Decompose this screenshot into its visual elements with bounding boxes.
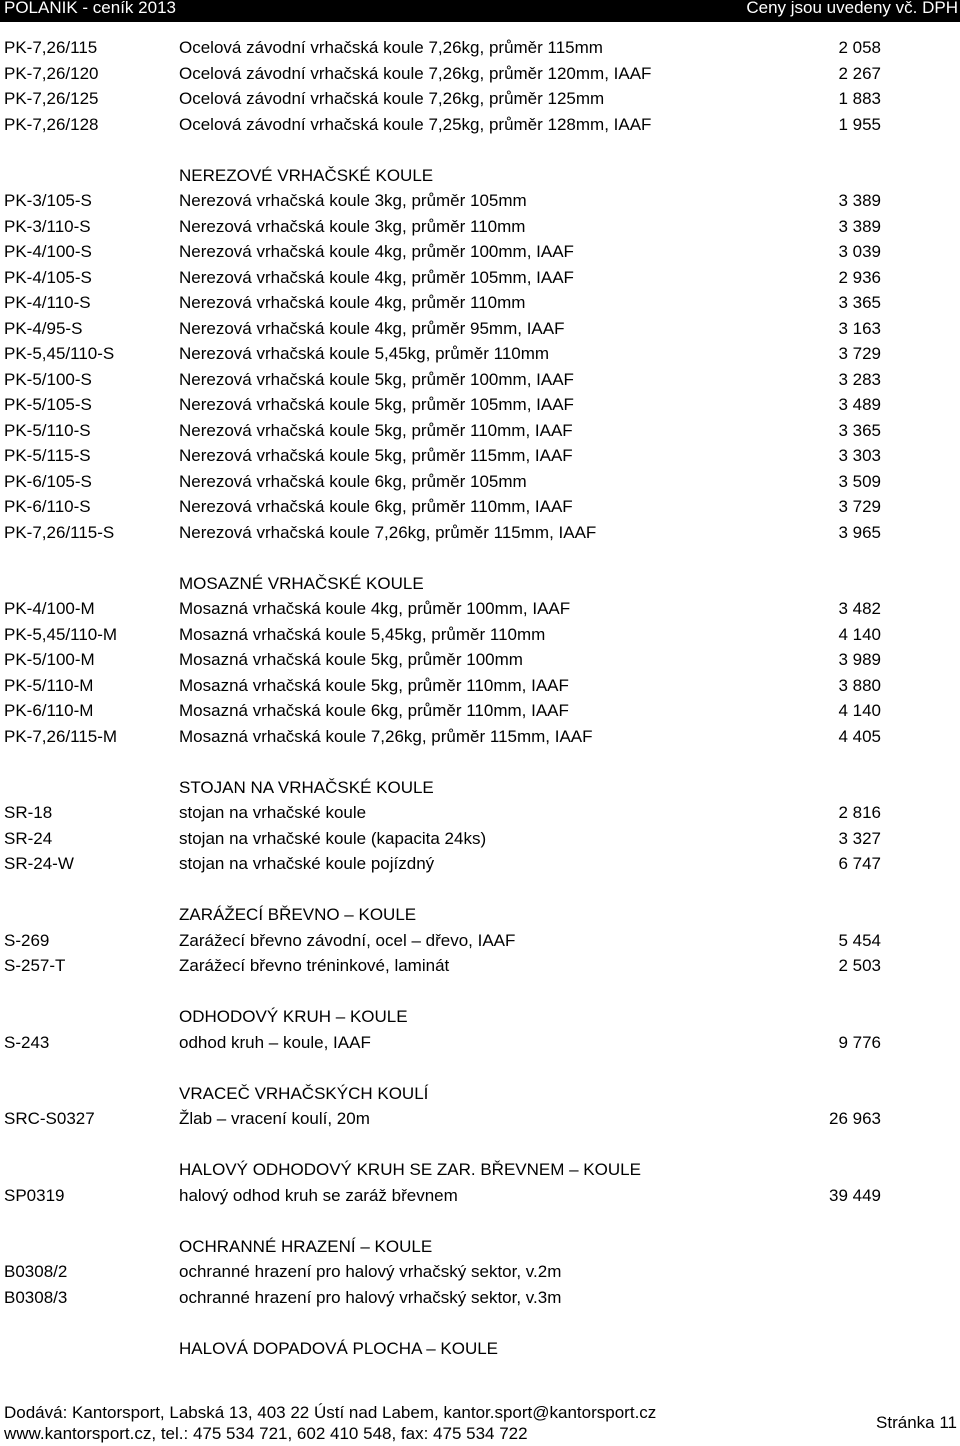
header-price-note: Ceny jsou uvedeny vč. DPH (746, 0, 958, 17)
item-code: PK-5/100-S (4, 369, 92, 389)
item-code: PK-6/110-S (4, 497, 91, 516)
item-price: 3 880 (838, 675, 881, 695)
item-description: Nerezová vrhačská koule 4kg, průměr 95mm, IAAF (179, 318, 565, 338)
item-price: 3 283 (838, 369, 881, 389)
item-code: B0308/2 (4, 1262, 68, 1281)
item-code: PK-6/110-M (4, 701, 94, 720)
section-heading-row (0, 1081, 960, 1107)
price-row (0, 596, 960, 622)
item-code: PK-6/105-S (4, 471, 92, 491)
item-code: PK-7,26/115 (4, 38, 98, 57)
item-code: PK-4/110-S (4, 293, 91, 312)
item-description: Nerezová vrhačská koule 4kg, průměr 100mm, IAAF (179, 242, 574, 261)
section-heading-row (0, 775, 960, 801)
price-row (0, 647, 960, 673)
item-price: 3 039 (838, 242, 881, 261)
item-description: Mosazná vrhačská koule 6kg, průměr 110mm, IAAF (179, 701, 569, 720)
item-price: 3 365 (838, 293, 881, 312)
spacer-row (0, 1310, 960, 1336)
item-description: Mosazná vrhačská koule 5kg, průměr 100mm (179, 650, 523, 669)
item-price: 6 747 (838, 854, 881, 873)
price-row (0, 316, 960, 342)
section-heading: ODHODOVÝ KRUH – KOULE (179, 1007, 408, 1026)
price-list (0, 35, 960, 1361)
item-price: 1 883 (838, 89, 881, 108)
item-price: 5 454 (838, 930, 881, 950)
item-code: SRC-S0327 (4, 1109, 95, 1128)
header-brand: POLANIK - ceník 2013 (4, 0, 176, 17)
item-code: PK-7,26/115-S (4, 522, 115, 542)
section-heading: HALOVÝ ODHODOVÝ KRUH SE ZAR. BŘEVNEM – KOULE (179, 1160, 641, 1179)
spacer-row (0, 1132, 960, 1158)
item-code: SP0319 (4, 1185, 65, 1205)
price-row (0, 673, 960, 699)
item-code: S-269 (4, 930, 50, 950)
item-description: Nerezová vrhačská koule 7,26kg, průměr 115mm, IAAF (179, 522, 597, 542)
item-description: Mosazná vrhačská koule 4kg, průměr 100mm, IAAF (179, 599, 571, 618)
price-row (0, 392, 960, 418)
price-row (0, 494, 960, 520)
price-row (0, 443, 960, 469)
price-row (0, 928, 960, 954)
price-row (0, 214, 960, 240)
item-price: 1 955 (838, 114, 881, 134)
price-row (0, 800, 960, 826)
item-price: 4 140 (838, 701, 881, 720)
item-code: PK-3/105-S (4, 191, 92, 210)
item-price: 26 963 (829, 1109, 881, 1128)
price-row (0, 290, 960, 316)
price-row (0, 265, 960, 291)
item-description: Nerezová vrhačská koule 6kg, průměr 110mm, IAAF (179, 497, 573, 516)
section-heading-row (0, 1157, 960, 1183)
item-code: PK-7,26/115-M (4, 726, 118, 746)
item-description: Mosazná vrhačská koule 5,45kg, průměr 110mm (179, 624, 546, 644)
spacer-row (0, 1055, 960, 1081)
item-code: PK-5/110-S (4, 420, 91, 440)
price-row (0, 35, 960, 61)
item-description: Nerezová vrhačská koule 5kg, průměr 100mm, IAAF (179, 369, 574, 389)
item-description: odhod kruh – koule, IAAF (179, 1032, 371, 1052)
price-row (0, 1285, 960, 1311)
item-description: halový odhod kruh se zaráž břevnem (179, 1185, 458, 1205)
item-code: PK-3/110-S (4, 216, 91, 236)
item-description: Nerezová vrhačská koule 3kg, průměr 110mm (179, 216, 526, 236)
item-code: PK-5/110-M (4, 675, 94, 695)
item-price: 3 389 (838, 216, 881, 236)
item-description: Nerezová vrhačská koule 6kg, průměr 105mm (179, 471, 527, 491)
section-heading-row (0, 1336, 960, 1362)
item-code: B0308/3 (4, 1287, 68, 1307)
section-heading: NEREZOVÉ VRHAČSKÉ KOULE (179, 165, 434, 185)
item-description: Nerezová vrhačská koule 5kg, průměr 110mm, IAAF (179, 420, 573, 440)
item-description: ochranné hrazení pro halový vrhačský sektor, v.3m (179, 1287, 562, 1307)
section-heading: VRACEČ VRHAČSKÝCH KOULÍ (179, 1083, 429, 1103)
section-heading-row (0, 902, 960, 928)
price-row (0, 622, 960, 648)
footer-supplier: Dodává: Kantorsport, Labská 13, 403 22 Ústí nad Labem, kantor.sport@kantorsport.cz (4, 1403, 657, 1422)
section-heading-row (0, 163, 960, 189)
item-price: 3 303 (838, 446, 881, 465)
item-description: Žlab – vracení koulí, 20m (179, 1109, 370, 1128)
spacer-row (0, 1208, 960, 1234)
item-code: PK-4/100-S (4, 242, 92, 261)
item-description: ochranné hrazení pro halový vrhačský sektor, v.2m (179, 1262, 562, 1281)
item-price: 2 936 (838, 267, 881, 287)
price-row (0, 61, 960, 87)
item-price: 3 509 (838, 471, 881, 491)
item-code: PK-4/100-M (4, 599, 95, 618)
price-row (0, 418, 960, 444)
price-row (0, 1106, 960, 1132)
item-price: 3 489 (838, 395, 881, 414)
section-heading: STOJAN NA VRHAČSKÉ KOULE (179, 777, 434, 797)
item-code: PK-7,26/128 (4, 114, 99, 134)
spacer-row (0, 749, 960, 775)
item-code: PK-5,45/110-S (4, 344, 115, 363)
item-price: 3 389 (838, 191, 881, 210)
item-code: PK-4/105-S (4, 267, 92, 287)
item-description: Mosazná vrhačská koule 7,26kg, průměr 115mm, IAAF (179, 726, 593, 746)
item-description: Nerezová vrhačská koule 5,45kg, průměr 110mm (179, 344, 550, 363)
price-row (0, 1259, 960, 1285)
price-row (0, 112, 960, 138)
item-description: Zarážecí břevno tréninkové, laminát (179, 956, 450, 975)
price-row (0, 239, 960, 265)
item-description: stojan na vrhačské koule (179, 803, 367, 822)
price-row (0, 341, 960, 367)
item-price: 3 163 (838, 318, 881, 338)
spacer-row (0, 877, 960, 903)
item-description: stojan na vrhačské koule (kapacita 24ks) (179, 828, 487, 848)
page-footer (0, 1400, 960, 1446)
price-row (0, 724, 960, 750)
item-code: SR-18 (4, 803, 53, 822)
item-description: Ocelová závodní vrhačská koule 7,26kg, průměr 120mm, IAAF (179, 63, 652, 83)
item-code: S-257-T (4, 956, 66, 975)
section-heading: OCHRANNÉ HRAZENÍ – KOULE (179, 1236, 433, 1256)
price-row (0, 520, 960, 546)
spacer-row (0, 979, 960, 1005)
price-row (0, 851, 960, 877)
section-heading-row (0, 1234, 960, 1260)
price-row (0, 1030, 960, 1056)
price-row (0, 698, 960, 724)
price-row (0, 1183, 960, 1209)
price-row (0, 826, 960, 852)
item-description: Ocelová závodní vrhačská koule 7,25kg, průměr 128mm, IAAF (179, 114, 652, 134)
item-code: PK-7,26/125 (4, 89, 99, 108)
item-price: 2 503 (838, 956, 881, 975)
item-price: 3 989 (838, 650, 881, 669)
section-heading: MOSAZNÉ VRHAČSKÉ KOULE (179, 573, 424, 593)
item-code: PK-5/105-S (4, 395, 92, 414)
item-price: 3 327 (838, 828, 881, 848)
item-code: SR-24-W (4, 854, 74, 873)
item-description: stojan na vrhačské koule pojízdný (179, 854, 435, 873)
footer-contacts: www.kantorsport.cz, tel.: 475 534 721, 602 410 548, fax: 475 534 722 (4, 1424, 528, 1443)
item-code: PK-5/100-M (4, 650, 95, 669)
spacer-row (0, 137, 960, 163)
item-code: PK-4/95-S (4, 318, 83, 338)
item-description: Ocelová závodní vrhačská koule 7,26kg, průměr 115mm (179, 38, 603, 57)
section-heading-row (0, 571, 960, 597)
item-price: 2 058 (838, 38, 881, 57)
item-price: 3 965 (838, 522, 881, 542)
price-row (0, 953, 960, 979)
item-price: 3 365 (838, 420, 881, 440)
item-price: 3 482 (838, 599, 881, 618)
item-price: 4 405 (838, 726, 881, 746)
item-description: Mosazná vrhačská koule 5kg, průměr 110mm, IAAF (179, 675, 569, 695)
price-row (0, 469, 960, 495)
item-price: 39 449 (829, 1185, 881, 1205)
section-heading: ZARÁŽECÍ BŘEVNO – KOULE (179, 905, 417, 924)
item-description: Zarážecí břevno závodní, ocel – dřevo, IAAF (179, 930, 516, 950)
item-code: PK-5/115-S (4, 446, 91, 465)
section-heading-row (0, 1004, 960, 1030)
item-price: 2 816 (838, 803, 881, 822)
item-code: PK-5,45/110-M (4, 624, 118, 644)
price-row (0, 367, 960, 393)
page-number: Stránka 11 (876, 1413, 957, 1432)
price-row (0, 86, 960, 112)
item-price: 3 729 (838, 344, 881, 363)
section-heading: HALOVÁ DOPADOVÁ PLOCHA – KOULE (179, 1338, 499, 1358)
item-price: 4 140 (838, 624, 881, 644)
page-header-bar (0, 0, 960, 22)
item-description: Ocelová závodní vrhačská koule 7,26kg, průměr 125mm (179, 89, 605, 108)
price-row (0, 188, 960, 214)
item-description: Nerezová vrhačská koule 5kg, průměr 115mm, IAAF (179, 446, 573, 465)
spacer-row (0, 545, 960, 571)
item-description: Nerezová vrhačská koule 4kg, průměr 105mm, IAAF (179, 267, 574, 287)
item-code: PK-7,26/120 (4, 63, 99, 83)
item-price: 9 776 (838, 1032, 881, 1052)
item-description: Nerezová vrhačská koule 3kg, průměr 105mm (179, 191, 527, 210)
item-price: 3 729 (838, 497, 881, 516)
item-price: 2 267 (838, 63, 881, 83)
item-code: SR-24 (4, 828, 53, 848)
item-description: Nerezová vrhačská koule 5kg, průměr 105mm, IAAF (179, 395, 574, 414)
item-description: Nerezová vrhačská koule 4kg, průměr 110mm (179, 293, 526, 312)
item-code: S-243 (4, 1032, 50, 1052)
